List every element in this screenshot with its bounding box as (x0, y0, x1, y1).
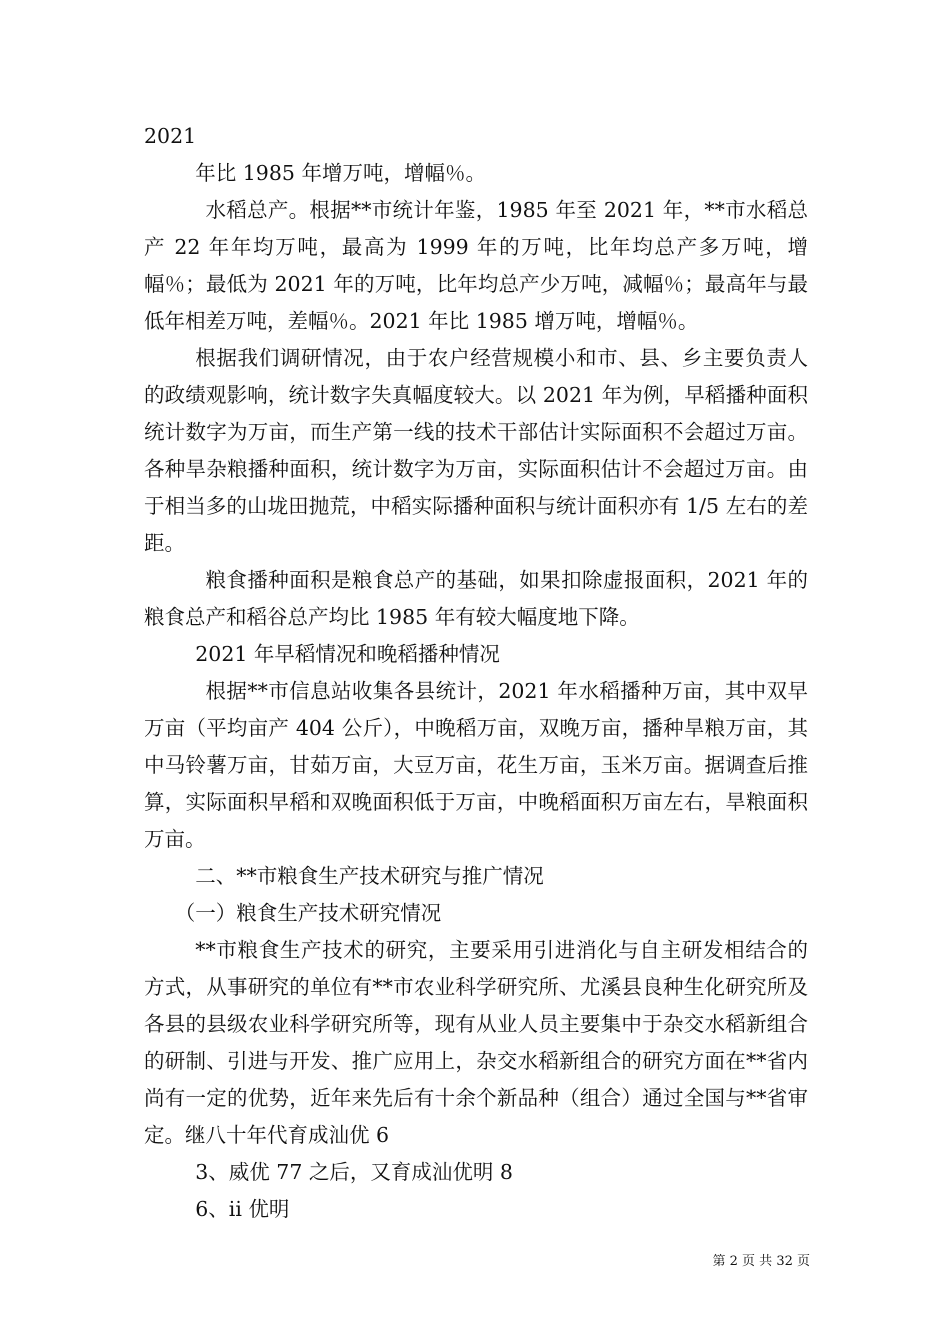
page-number-footer: 第 2 页 共 32 页 (712, 1254, 810, 1269)
paragraph-list-6: 6、ii 优明 (195, 1197, 290, 1221)
paragraph-survey: 根据我们调研情况，由于农户经营规模小和市、县、乡主要负责人的政绩观影响，统计数字失真幅度较大。以 2021 年为例，早稻播种面积统计数字为万亩，而生产第一线的技术干部估计实际面积不会超过万亩。各种旱杂粮播种面积，统计数字为万亩，实际面积估计不会超过万亩。由于相当多的山垅田抛荒，中稻实际播种面积与统计面积亦有 1/5 左右的差距。 (144, 346, 808, 555)
paragraph-research: **市粮食生产技术的研究，主要采用引进消化与自主研发相结合的方式，从事研究的单位有**市农业科学研究所、尤溪县良种生化研究所及各县的县级农业科学研究所等，现有从业人员主要集中于杂交水稻新组合的研制、引进与开发、推广应用上，杂交水稻新组合的研究方面在**省内尚有一定的优势，近年来先后有十余个新品种（组合）通过全国与**省审定。继八十年代育成汕优 6 (144, 938, 808, 1147)
paragraph-rice-output: 水稻总产。根据**市统计年鉴，1985 年至 2021 年，**市水稻总产 22 年年均万吨，最高为 1999 年的万吨，比年均总产多万吨，增幅％；最低为 2021 年的万吨，比年均总产少万吨，减幅％；最高年与最低年相差万吨，差幅％。2021 年比 1985 增万吨，增幅％。 (144, 198, 808, 333)
section-heading-2: 二、**市粮食生产技术研究与推广情况 (195, 864, 544, 888)
paragraph-info-station: 根据**市信息站收集各县统计，2021 年水稻播种万亩，其中双早万亩（平均亩产 404 公斤），中晚稻万亩，双晚万亩，播种旱粮万亩，其中马铃薯万亩，甘茹万亩，大豆万亩，花生万亩，玉米万亩。据调查后推算，实际面积早稻和双晚面积低于万亩，中晚稻面积万亩左右，旱粮面积万亩。 (144, 679, 808, 851)
subsection-heading-1: （一）粮食生产技术研究情况 (174, 901, 442, 925)
paragraph-list-3: 3、威优 77 之后，又育成汕优明 8 (195, 1160, 513, 1184)
document-body (144, 118, 808, 1228)
section-heading-2021: 2021 年早稻情况和晚稻播种情况 (195, 642, 500, 666)
paragraph-sowing-area: 粮食播种面积是粮食总产的基础，如果扣除虚报面积，2021 年的粮食总产和稻谷总产均比 1985 年有较大幅度地下降。 (144, 568, 808, 629)
paragraph-2: 年比 1985 年增万吨，增幅％。 (195, 161, 486, 185)
paragraph-1: 2021 (144, 124, 197, 148)
